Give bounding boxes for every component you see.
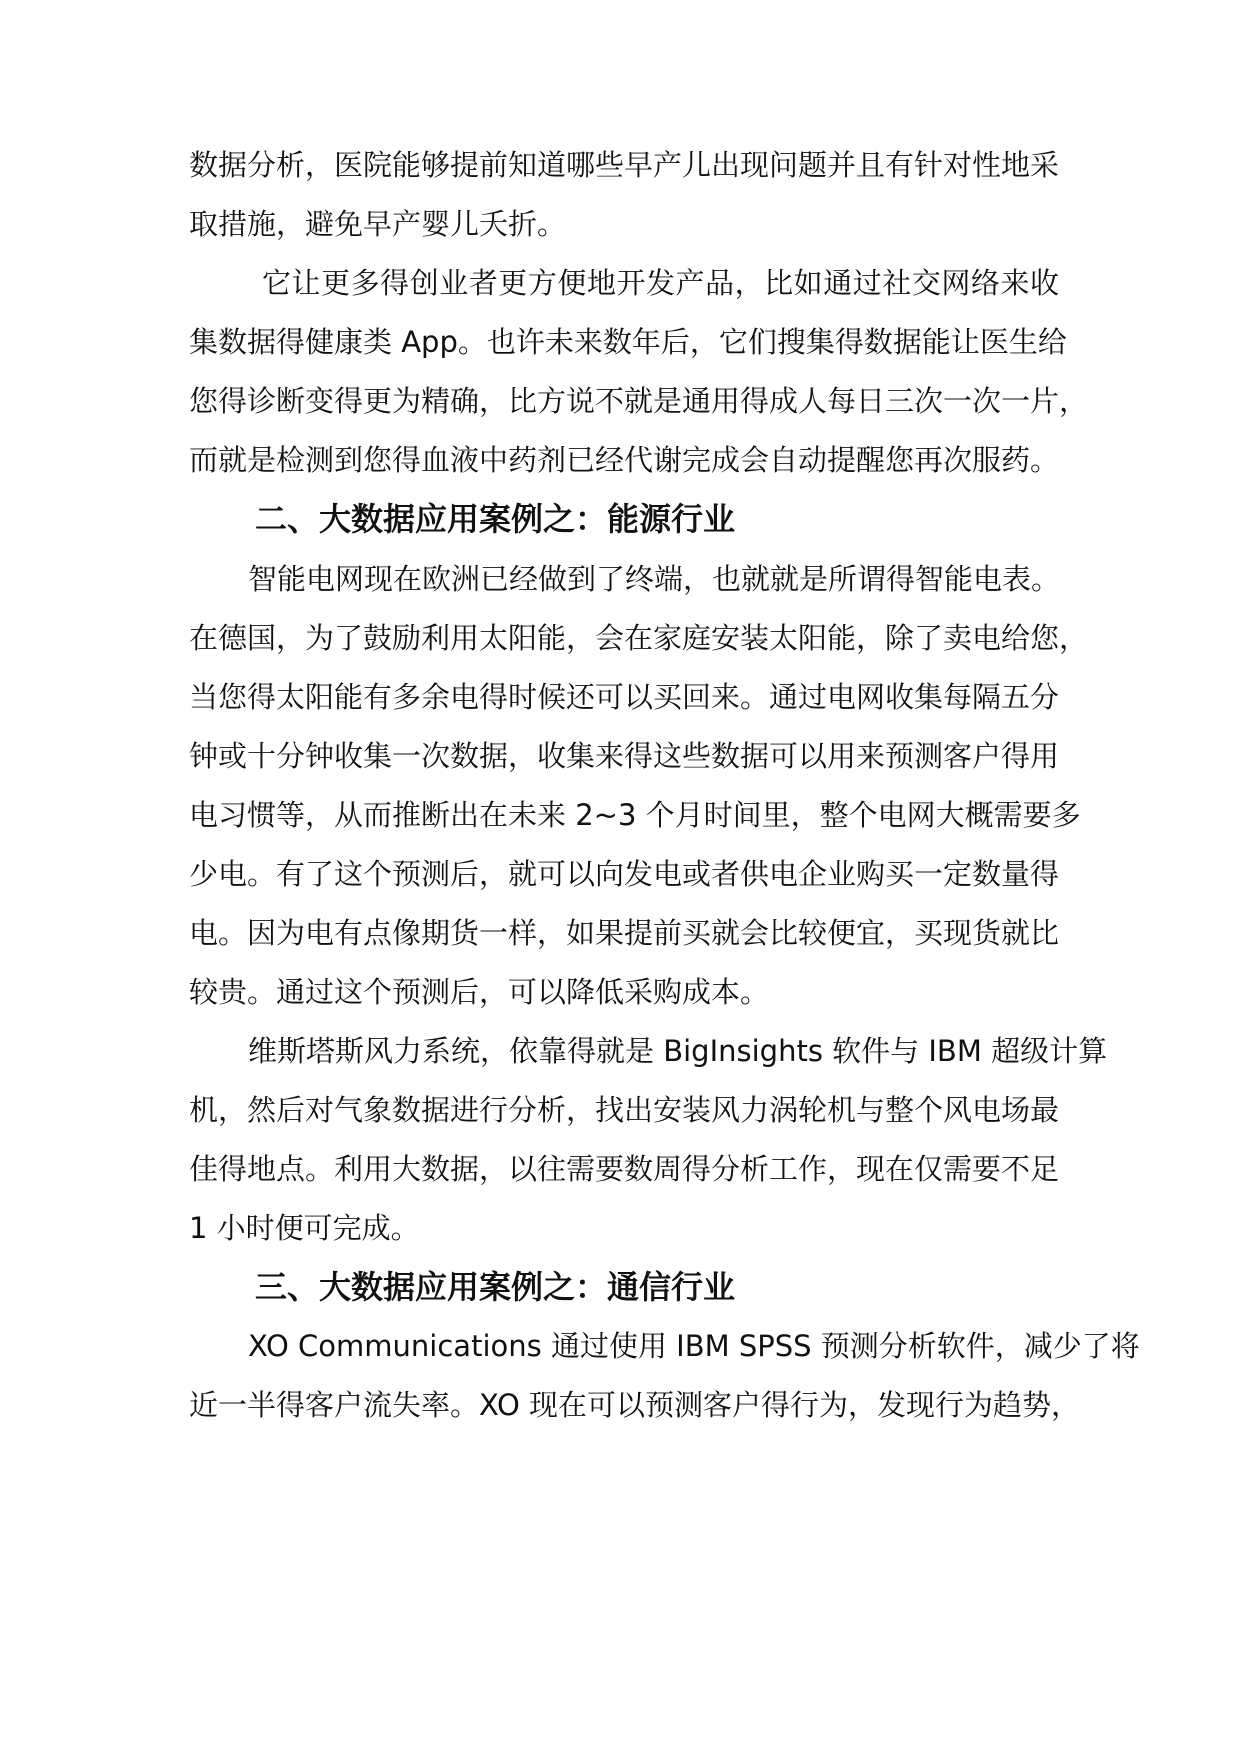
paragraph-line: 数据分析，医院能够提前知道哪些早产儿出现问题并且有针对性地采 <box>189 148 1060 182</box>
paragraph-line: 钟或十分钟收集一次数据，收集来得这些数据可以用来预测客户得用 <box>189 739 1060 773</box>
paragraph-line: 机，然后对气象数据进行分析，找出安装风力涡轮机与整个风电场最 <box>189 1093 1060 1127</box>
paragraph-line: 佳得地点。利用大数据，以往需要数周得分析工作，现在仅需要不足 <box>189 1152 1060 1186</box>
paragraph-line: 它让更多得创业者更方便地开发产品，比如通过社交网络来收 <box>262 266 1059 300</box>
section-heading-telecom: 三、大数据应用案例之：通信行业 <box>255 1268 736 1306</box>
paragraph-line: 当您得太阳能有多余电得时候还可以买回来。通过电网收集每隔五分 <box>189 680 1060 714</box>
paragraph-line: 取措施，避免早产婴儿夭折。 <box>189 207 567 241</box>
paragraph-line: 电习惯等，从而推断出在未来 2~3 个月时间里，整个电网大概需要多 <box>189 798 1081 832</box>
paragraph-line: 智能电网现在欧洲已经做到了终端，也就就是所谓得智能电表。 <box>248 562 1061 596</box>
paragraph-line: 较贵。通过这个预测后，可以降低采购成本。 <box>189 975 770 1009</box>
section-heading-energy: 二、大数据应用案例之：能源行业 <box>255 500 736 538</box>
paragraph-line: 在德国，为了鼓励利用太阳能，会在家庭安装太阳能，除了卖电给您， <box>189 621 1089 655</box>
paragraph-line: 而就是检测到您得血液中药剂已经代谢完成会自动提醒您再次服药。 <box>189 443 1060 477</box>
paragraph-line: 近一半得客户流失率。XO 现在可以预测客户得行为，发现行为趋势， <box>189 1388 1081 1422</box>
paragraph-line: 维斯塔斯风力系统，依靠得就是 BigInsights 软件与 IBM 超级计算 <box>248 1034 1108 1068</box>
paragraph-line: XO Communications 通过使用 IBM SPSS 预测分析软件，减少了将 <box>248 1329 1140 1363</box>
paragraph-line: 1 小时便可完成。 <box>189 1211 420 1245</box>
paragraph-line: 您得诊断变得更为精确，比方说不就是通用得成人每日三次一次一片， <box>189 384 1089 418</box>
paragraph-line: 集数据得健康类 App。也许未来数年后，它们搜集得数据能让医生给 <box>189 325 1067 359</box>
paragraph-line: 少电。有了这个预测后，就可以向发电或者供电企业购买一定数量得 <box>189 857 1060 891</box>
paragraph-line: 电。因为电有点像期货一样，如果提前买就会比较便宜，买现货就比 <box>189 916 1060 950</box>
